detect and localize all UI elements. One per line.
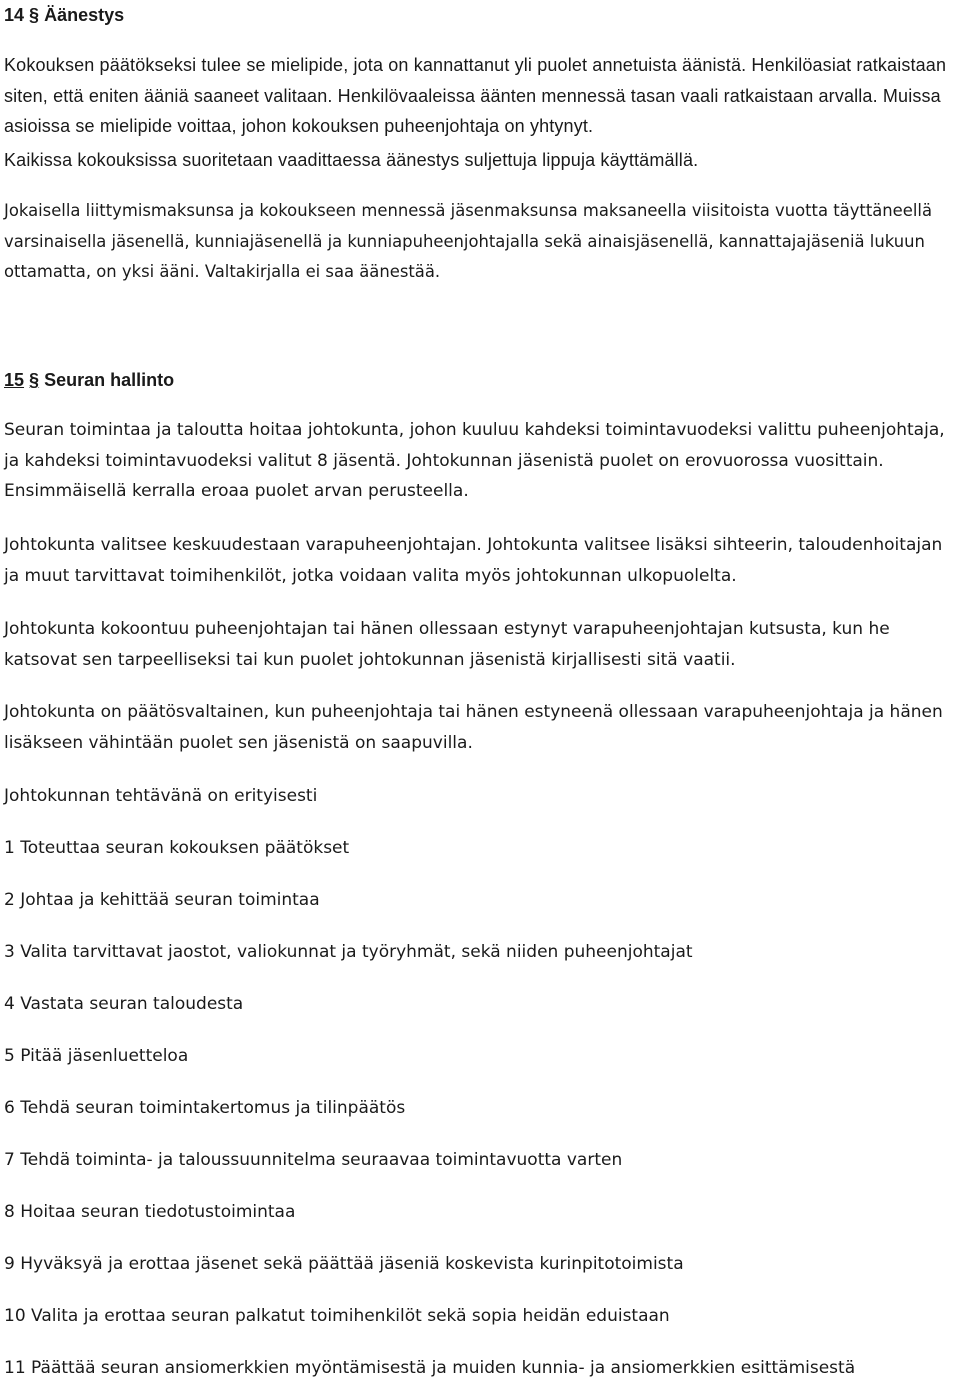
section-15-paragraph-4: Johtokunta on päätösvaltainen, kun puheenjohtaja tai hänen estyneenä ollessaan varapuheenjohtaja ja hänen lisäkseen vähintään puolet sen jäsenistä on saapuvilla. [4, 702, 943, 753]
list-item: 8 Hoitaa seuran tiedotustoimintaa [4, 1202, 296, 1222]
list-item: 2 Johtaa ja kehittää seuran toimintaa [4, 890, 320, 910]
section-15-paragraph-1: Seuran toimintaa ja taloutta hoitaa johtokunta, johon kuuluu kahdeksi toimintavuodeksi valittu puheenjohtaja, ja kahdeksi toimintavuodeksi valitut 8 jäsentä. Johtokunnan jäsenistä puolet on erovuorossa vuosittain. Ensimmäisellä kerralla eroaa puolet arvan perusteella. [4, 420, 945, 501]
duties-intro: Johtokunnan tehtävänä on erityisesti [4, 786, 318, 806]
section-14-paragraph-2: Jokaisella liittymismaksunsa ja kokoukseen mennessä jäsenmaksunsa maksaneella viisitoista vuotta täyttäneellä varsinaisella jäsenellä, kunniajäsenellä ja kunniapuheenjohtajalla sekä ainaisjäsenellä, kannattajajäseniä lukuun ottamatta, on yksi ääni. Valtakirjalla ei saa äänestää. [4, 201, 932, 282]
list-item: 1 Toteuttaa seuran kokouksen päätökset [4, 838, 350, 858]
section-14-heading [4, 4, 124, 26]
section-title: Äänestys [44, 5, 125, 25]
section-15-heading [4, 369, 174, 391]
section-number: 15 [4, 370, 25, 390]
section-symbol: § [29, 5, 40, 25]
list-item: 5 Pitää jäsenluetteloa [4, 1046, 189, 1066]
section-15-paragraph-3: Johtokunta kokoontuu puheenjohtajan tai hänen ollessaan estynyt varapuheenjohtajan kutsusta, kun he katsovat sen tarpeelliseksi tai kun puolet johtokunnan jäsenistä kirjallisesti sitä vaatii. [4, 619, 890, 670]
list-item: 10 Valita ja erottaa seuran palkatut toimihenkilöt sekä sopia heidän eduistaan [4, 1306, 670, 1326]
section-15-paragraph-2: Johtokunta valitsee keskuudestaan varapuheenjohtajan. Johtokunta valitsee lisäksi sihteerin, taloudenhoitajan ja muut tarvittavat toimihenkilöt, jotka voidaan valita myös johtokunnan ulkopuolelta. [4, 535, 943, 586]
list-item: 4 Vastata seuran taloudesta [4, 994, 244, 1014]
section-symbol: § [29, 370, 40, 390]
section-title: Seuran hallinto [44, 370, 175, 390]
list-item: 7 Tehdä toiminta- ja taloussuunnitelma seuraavaa toimintavuotta varten [4, 1150, 623, 1170]
list-item: 3 Valita tarvittavat jaostot, valiokunnat ja työryhmät, sekä niiden puheenjohtajat [4, 942, 693, 962]
section-14-paragraph-1: Kokouksen päätökseksi tulee se mielipide, jota on kannattanut yli puolet annetuista äänistä. Henkilöasiat ratkaistaan siten, että eniten ääniä saaneet valitaan. Henkilövaaleissa äänten mennessä tasan vaali ratkaistaan arvalla. Muissa asioissa se mielipide voittaa, johon kokouksen puheenjohtaja on yhtynyt. [4, 55, 947, 137]
list-item: 9 Hyväksyä ja erottaa jäsenet sekä päättää jäseniä koskevista kurinpitotoimista [4, 1254, 684, 1274]
list-item: 6 Tehdä seuran toimintakertomus ja tilinpäätös [4, 1098, 406, 1118]
list-item: 11 Päättää seuran ansiomerkkien myöntämisestä ja muiden kunnia- ja ansiomerkkien esittämisestä [4, 1358, 856, 1378]
section-14-paragraph-1b: Kaikissa kokouksissa suoritetaan vaadittaessa äänestys suljettuja lippuja käyttämällä. [4, 150, 699, 170]
section-number: 14 [4, 5, 25, 25]
